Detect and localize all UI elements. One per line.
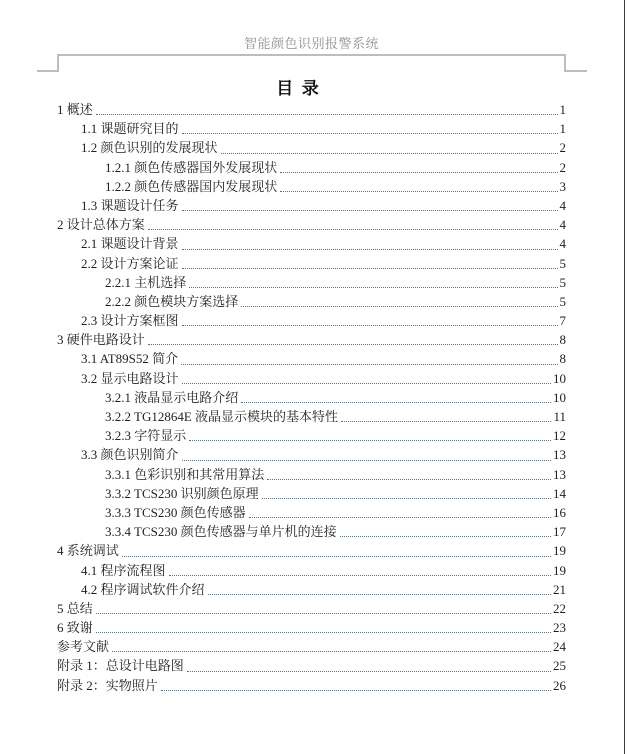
toc-page-number: 7 <box>559 313 566 329</box>
dot-leader <box>182 383 551 384</box>
margin-mark-right-horizontal <box>566 70 587 72</box>
toc-page-number: 26 <box>553 677 566 693</box>
toc-entry-text: 附录 1：总设计电路图 <box>57 658 184 674</box>
dot-leader <box>182 325 558 326</box>
toc-page-number: 17 <box>553 524 566 540</box>
dot-leader <box>221 153 558 154</box>
toc-entry-text: 3.2 显示电路设计 <box>81 370 179 386</box>
toc-entry[interactable] <box>57 580 566 599</box>
dot-leader <box>262 498 551 499</box>
toc-entry-text: 2.2.1 主机选择 <box>105 274 187 290</box>
dot-leader <box>181 364 557 365</box>
toc-entry-text: 2 设计总体方案 <box>57 217 145 233</box>
toc-page-number: 23 <box>553 620 566 636</box>
toc-entry-text: 4 系统调试 <box>57 543 119 559</box>
toc-entry-text: 2.2.2 颜色模块方案选择 <box>105 293 239 309</box>
toc-page-number: 1 <box>559 102 566 117</box>
margin-mark-left-horizontal <box>37 70 57 72</box>
toc-title: 目 录 <box>276 79 319 98</box>
dot-leader <box>280 191 557 192</box>
toc-page-number: 5 <box>559 293 566 309</box>
dot-leader <box>189 287 557 288</box>
dot-leader <box>241 402 551 403</box>
toc-entry[interactable] <box>57 407 566 426</box>
dot-leader <box>187 671 551 672</box>
toc-page-number: 3 <box>559 178 566 194</box>
toc-entry-text: 3.3.2 TCS230 识别颜色原理 <box>105 485 259 501</box>
toc-entry-text: 3.3.4 TCS230 颜色传感器与单片机的连接 <box>105 524 337 540</box>
dot-leader <box>96 613 551 614</box>
toc-page-number: 10 <box>553 370 566 386</box>
toc-entry-text: 2.2 设计方案论证 <box>81 255 179 271</box>
dot-leader <box>96 632 551 633</box>
toc-page-number: 8 <box>559 332 566 348</box>
toc-entry-text: 1.3 课题设计任务 <box>81 197 179 213</box>
toc-entry[interactable] <box>57 311 566 330</box>
toc-page-number: 13 <box>553 447 566 463</box>
toc-entry-text: 3.1 AT89S52 简介 <box>81 351 179 367</box>
toc-entry-text: 1.1 课题研究目的 <box>81 121 179 137</box>
dot-leader <box>182 268 558 269</box>
toc-entry[interactable] <box>57 349 566 368</box>
dot-leader <box>340 536 551 537</box>
toc-entry[interactable] <box>57 254 566 273</box>
toc-entry[interactable] <box>57 637 566 656</box>
toc-entry[interactable] <box>57 656 566 675</box>
toc-entry-text: 1.2.1 颜色传感器国外发展现状 <box>105 159 278 175</box>
toc-entry[interactable] <box>57 330 566 349</box>
dot-leader <box>341 421 551 422</box>
toc-entry[interactable] <box>57 215 566 234</box>
dot-leader <box>122 556 551 557</box>
toc-page-number: 11 <box>553 409 566 424</box>
toc-page-number: 4 <box>559 197 566 213</box>
margin-mark-left-vertical <box>57 54 59 72</box>
toc-entry[interactable] <box>57 599 566 618</box>
toc-entry-text: 4.2 程序调试软件介绍 <box>81 581 205 597</box>
dot-leader <box>189 440 551 441</box>
toc-page-number: 8 <box>559 351 566 367</box>
toc-entry-text: 1 概述 <box>57 102 93 117</box>
dot-leader <box>182 460 551 461</box>
toc-entry[interactable] <box>57 273 566 292</box>
toc-entry-text: 3.3.3 TCS230 颜色传感器 <box>105 504 246 520</box>
toc-entry[interactable] <box>57 445 566 464</box>
toc-page-number: 22 <box>553 600 566 616</box>
dot-leader <box>96 114 558 115</box>
toc-page-number: 5 <box>559 274 566 290</box>
dot-leader <box>169 575 551 576</box>
toc-page-number: 19 <box>553 543 566 559</box>
toc-entry-text: 2.3 设计方案框图 <box>81 313 179 329</box>
dot-leader <box>148 229 558 230</box>
toc-page-number: 12 <box>553 428 566 444</box>
toc-entry[interactable] <box>57 158 566 177</box>
toc-page-number: 16 <box>553 504 566 520</box>
toc-entry-text: 1.2.2 颜色传感器国内发展现状 <box>105 178 278 194</box>
toc-entry[interactable] <box>57 541 566 560</box>
toc-entry[interactable] <box>57 561 566 580</box>
dot-leader <box>208 594 551 595</box>
toc-page-number: 10 <box>553 389 566 405</box>
page-header-title: 智能颜色识别报警系统 <box>243 36 379 51</box>
toc-entry[interactable] <box>57 618 566 637</box>
toc-page-number: 4 <box>559 217 566 233</box>
toc-entry-text: 6 致谢 <box>57 620 93 636</box>
header-underline <box>57 54 566 56</box>
toc-page-number: 13 <box>553 466 566 482</box>
dot-leader <box>112 651 551 652</box>
toc-list <box>57 100 566 695</box>
toc-entry-text: 3.3 颜色识别简介 <box>81 447 179 463</box>
page-right-edge-line <box>624 0 625 754</box>
toc-entry-text: 1.2 颜色识别的发展现状 <box>81 140 218 156</box>
toc-entry-text: 附录 2：实物照片 <box>57 677 158 693</box>
toc-entry-text: 3.2.1 液晶显示电路介绍 <box>105 389 239 405</box>
toc-page-number: 19 <box>553 562 566 578</box>
toc-page-number: 25 <box>553 658 566 674</box>
toc-entry[interactable] <box>57 292 566 311</box>
toc-entry[interactable] <box>57 177 566 196</box>
toc-entry-text: 参考文献 <box>57 639 110 655</box>
toc-entry[interactable] <box>57 503 566 522</box>
toc-entry[interactable] <box>57 388 566 407</box>
dot-leader <box>249 517 551 518</box>
dot-leader <box>161 690 551 691</box>
toc-page-number: 4 <box>559 236 566 252</box>
toc-entry[interactable] <box>57 196 566 215</box>
dot-leader <box>148 344 558 345</box>
toc-entry[interactable] <box>57 119 566 138</box>
dot-leader <box>267 479 551 480</box>
dot-leader <box>182 210 558 211</box>
dot-leader <box>182 249 558 250</box>
toc-entry-text: 5 总结 <box>57 600 93 616</box>
toc-entry[interactable] <box>57 522 566 541</box>
toc-page-number: 14 <box>553 485 566 501</box>
toc-page-number: 24 <box>553 639 566 655</box>
toc-entry[interactable] <box>57 465 566 484</box>
toc-page-number: 2 <box>559 140 566 156</box>
toc-entry-text: 3.2.3 字符显示 <box>105 428 187 444</box>
toc-entry[interactable] <box>57 484 566 503</box>
toc-entry[interactable] <box>57 138 566 157</box>
toc-page-number: 21 <box>553 581 566 597</box>
toc-entry[interactable] <box>57 369 566 388</box>
toc-entry-text: 3.3.1 色彩识别和其常用算法 <box>105 466 265 482</box>
toc-entry-text: 3.2.2 TG12864E 液晶显示模块的基本特性 <box>105 409 339 424</box>
toc-entry[interactable] <box>57 100 566 119</box>
toc-entry[interactable] <box>57 426 566 445</box>
toc-page-number: 5 <box>559 255 566 271</box>
dot-leader <box>182 133 558 134</box>
toc-entry[interactable] <box>57 676 566 695</box>
toc-entry[interactable] <box>57 234 566 253</box>
toc-entry-text: 4.1 程序流程图 <box>81 562 166 578</box>
toc-page-number: 1 <box>559 121 566 137</box>
toc-page-number: 2 <box>559 159 566 175</box>
dot-leader <box>280 172 557 173</box>
dot-leader <box>241 306 557 307</box>
toc-entry-text: 2.1 课题设计背景 <box>81 236 179 252</box>
toc-entry-text: 3 硬件电路设计 <box>57 332 145 348</box>
